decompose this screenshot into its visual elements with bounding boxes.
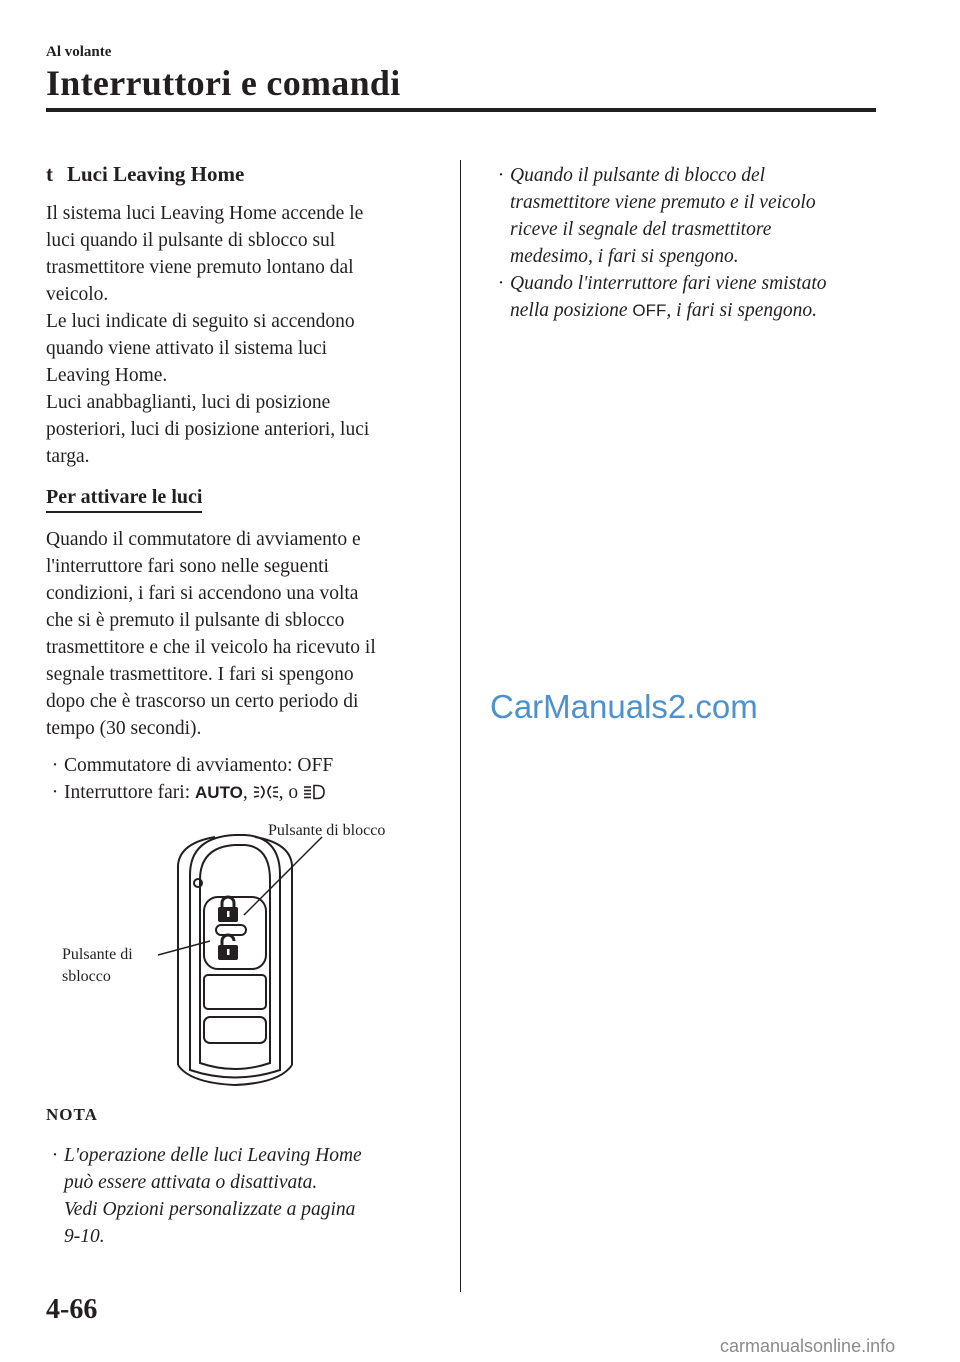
note-bullet: · L'operazione delle luci Leaving Home può essere attivata o disattivata. Vedi Opzioni personalizzate a pagina 9-10.: [46, 1142, 362, 1250]
note-line: Vedi Opzioni personalizzate a pagina: [64, 1199, 356, 1220]
right-bullet-lock: · Quando il pulsante di blocco del trasmettitore viene premuto e il veicolo riceve il segnale del trasmettitore medesimo, i fari si spengono.: [492, 162, 816, 270]
intro-line: Leaving Home.: [46, 365, 168, 386]
heading-marker-icon: t: [46, 162, 53, 186]
note-title: NOTA: [46, 1105, 98, 1124]
watermark: CarManuals2.com: [490, 688, 758, 725]
intro-line: Il sistema luci Leaving Home accende le: [46, 203, 364, 224]
note-line: L'operazione delle luci Leaving Home: [64, 1145, 362, 1166]
activate-line: condizioni, i fari si accendono una volta: [46, 583, 359, 604]
intro-line: veicolo.: [46, 284, 109, 305]
right-line: riceve il segnale del trasmettitore: [510, 219, 772, 240]
note-line: può essere attivata o disattivata.: [64, 1172, 318, 1193]
section-heading: [46, 162, 244, 187]
intro-line: quando viene attivato il sistema luci: [46, 338, 328, 359]
activate-line: segnale trasmettitore. I fari si spengono: [46, 664, 354, 685]
intro-paragraph: [46, 200, 446, 470]
right-line: medesimo, i fari si spengono.: [510, 246, 739, 267]
activate-paragraph: [46, 526, 446, 742]
header-rule: [46, 108, 876, 112]
activate-line: l'interruttore fari sono nelle seguenti: [46, 556, 329, 577]
activate-line: che si è premuto il pulsante di sblocco: [46, 610, 345, 631]
right-line: Quando il pulsante di blocco del: [510, 165, 766, 186]
sub-heading: Per attivare le luci: [46, 486, 202, 513]
lock-button-label: Pulsante di blocco: [268, 822, 386, 839]
column-divider: [460, 160, 461, 1292]
lock-icon: [218, 897, 238, 922]
intro-line: posteriori, luci di posizione anteriori, luci: [46, 419, 370, 440]
intro-line: trasmettitore viene premuto lontano dal: [46, 257, 354, 278]
intro-line: Luci anabbaglianti, luci di posizione: [46, 392, 331, 413]
activate-line: tempo (30 secondi).: [46, 718, 202, 739]
unlock-icon: [218, 935, 238, 960]
unlock-leader-line: [158, 941, 210, 955]
off-symbol: OFF: [632, 301, 667, 320]
intro-line: luci quando il pulsante di sblocco sul: [46, 230, 336, 251]
right-line: Quando l'interruttore fari viene smistato: [510, 273, 827, 294]
unlock-button-label: Pulsante di sblocco: [62, 946, 133, 985]
activate-line: Quando il commutatore di avviamento e: [46, 529, 361, 550]
intro-line: targa.: [46, 446, 90, 467]
activate-line: dopo che è trascorso un certo periodo di: [46, 691, 359, 712]
note-line: 9-10.: [64, 1226, 105, 1247]
auto-symbol-icon: AUTO: [195, 783, 243, 802]
page-number: 4-66: [46, 1294, 98, 1325]
headlight-icon: [303, 784, 325, 800]
heading-text: Luci Leaving Home: [67, 162, 245, 186]
bullet-ignition: · Commutatore di avviamento: OFF: [51, 755, 334, 776]
right-line: trasmettitore viene premuto e il veicolo: [510, 192, 816, 213]
footer-site-mark: carmanualsonline.info: [720, 1336, 896, 1356]
chapter-title: Interruttori e comandi: [46, 63, 401, 103]
bullet-headlight-switch: · Interruttore fari: AUTO, , o: [46, 779, 325, 806]
bullet-text: Commutatore di avviamento: OFF: [64, 755, 334, 776]
bullet-text: Interruttore fari:: [64, 782, 196, 803]
intro-line: Le luci indicate di seguito si accendono: [46, 311, 355, 332]
section-label: Al volante: [46, 44, 112, 60]
activate-line: trasmettitore e che il veicolo ha ricevuto il: [46, 637, 376, 658]
right-bullet-off: · Quando l'interruttore fari viene smistato nella posizione OFF, i fari si spengono.: [497, 273, 827, 321]
parking-lights-icon: [253, 784, 279, 800]
